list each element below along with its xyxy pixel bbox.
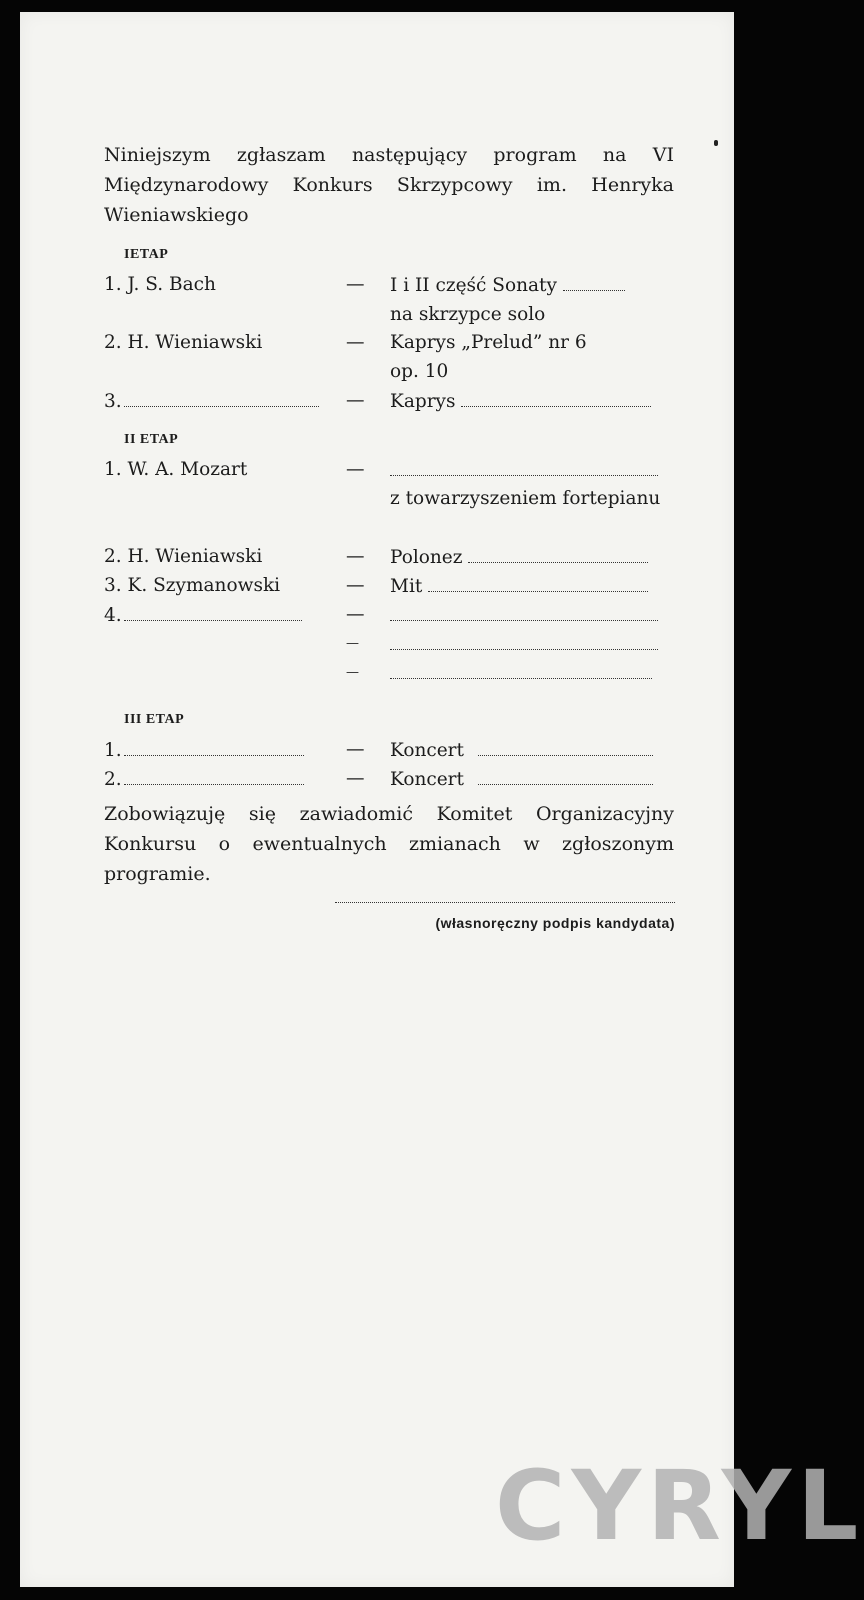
piece bbox=[390, 658, 674, 688]
dash: — bbox=[346, 636, 359, 651]
fill-in-blank[interactable] bbox=[478, 735, 653, 756]
piece-title: Kaprys „Prelud” nr 6 bbox=[390, 332, 587, 353]
stage-2-row-1 bbox=[104, 455, 674, 484]
composer bbox=[104, 386, 334, 416]
row-number: 3. bbox=[104, 391, 122, 412]
fill-in-blank[interactable] bbox=[390, 455, 658, 476]
piece-continuation: na skrzypce solo bbox=[390, 304, 546, 325]
composer bbox=[104, 600, 334, 630]
fill-in-blank[interactable] bbox=[124, 386, 319, 407]
piece-title: Koncert bbox=[390, 740, 464, 761]
piece bbox=[390, 386, 674, 416]
composer: 2. H. Wieniawski bbox=[104, 546, 263, 567]
stage-2-row-5 bbox=[104, 629, 674, 658]
fill-in-blank[interactable] bbox=[390, 629, 658, 650]
composer: 2. H. Wieniawski bbox=[104, 332, 263, 353]
stage-3-row-2 bbox=[104, 764, 674, 793]
row-number: 4. bbox=[104, 605, 122, 626]
piece-title: Polonez bbox=[390, 547, 463, 568]
dash: — bbox=[346, 274, 365, 295]
row-number: 1. bbox=[104, 740, 122, 761]
stage-2-row-3 bbox=[104, 571, 674, 600]
piece-title: I i II część Sonaty bbox=[390, 275, 557, 296]
signature-caption: (własnoręczny podpis kandydata) bbox=[435, 915, 675, 931]
fill-in-blank[interactable] bbox=[478, 764, 653, 785]
fill-in-blank[interactable] bbox=[124, 600, 302, 621]
dash: — bbox=[346, 575, 365, 596]
fill-in-blank[interactable] bbox=[428, 571, 648, 592]
piece bbox=[390, 270, 674, 329]
stage-3-title: III ETAP bbox=[124, 712, 185, 727]
composer bbox=[104, 735, 334, 765]
composer: 1. J. S. Bach bbox=[104, 274, 216, 295]
piece bbox=[390, 629, 674, 659]
piece-title: Kaprys bbox=[390, 391, 456, 412]
dash: — bbox=[346, 665, 359, 680]
dash: — bbox=[346, 768, 365, 789]
dash: — bbox=[346, 332, 365, 353]
stage-1-row-2 bbox=[104, 328, 674, 386]
document-page bbox=[20, 12, 864, 1587]
piece bbox=[390, 735, 674, 765]
cyryl-watermark-logo: CYRYL bbox=[495, 1450, 864, 1562]
dash: — bbox=[346, 604, 365, 625]
signature-line[interactable] bbox=[335, 902, 675, 903]
stage-2-row-1-continuation bbox=[104, 484, 674, 542]
fill-in-blank[interactable] bbox=[124, 735, 304, 756]
stage-2-row-2 bbox=[104, 542, 674, 571]
fill-in-blank[interactable] bbox=[563, 270, 625, 291]
piece bbox=[390, 455, 674, 485]
fill-in-blank[interactable] bbox=[124, 764, 304, 785]
dash: — bbox=[346, 459, 365, 480]
stage-2-row-6 bbox=[104, 658, 674, 687]
fill-in-blank[interactable] bbox=[468, 542, 648, 563]
piece-continuation: z towarzyszeniem fortepianu bbox=[390, 488, 661, 509]
closing-paragraph: Zobowiązuję się zawiadomić Komitet Organizacyjny Konkursu o ewentualnych zmianach w zgłoszonym programie. bbox=[104, 803, 674, 885]
row-number: 2. bbox=[104, 769, 122, 790]
form-content bbox=[104, 140, 674, 889]
piece bbox=[390, 542, 674, 572]
stage-3-row-1 bbox=[104, 735, 674, 764]
fill-in-blank[interactable] bbox=[461, 386, 651, 407]
stage-1-title: IETAP bbox=[124, 247, 169, 262]
intro-paragraph: Niniejszym zgłaszam następujący program na VI Międzynarodowy Konkurs Skrzypcowy im. Henryka Wieniawskiego bbox=[104, 144, 674, 226]
composer: 3. K. Szymanowski bbox=[104, 575, 281, 596]
stage-1-row-1 bbox=[104, 270, 674, 328]
dash: — bbox=[346, 546, 365, 567]
piece bbox=[390, 571, 674, 601]
dash: — bbox=[346, 739, 365, 760]
fill-in-blank[interactable] bbox=[390, 658, 652, 679]
dash: — bbox=[346, 390, 365, 411]
piece bbox=[390, 764, 674, 794]
composer bbox=[104, 764, 334, 794]
composer: 1. W. A. Mozart bbox=[104, 459, 248, 480]
stage-2-row-4 bbox=[104, 600, 674, 629]
piece-title: Mit bbox=[390, 576, 423, 597]
ink-speck bbox=[714, 140, 718, 146]
fill-in-blank[interactable] bbox=[390, 600, 658, 621]
piece-continuation: op. 10 bbox=[390, 361, 449, 382]
piece bbox=[390, 328, 674, 386]
piece bbox=[390, 600, 674, 630]
piece-title: Koncert bbox=[390, 769, 464, 790]
stage-1-row-3 bbox=[104, 386, 674, 415]
stage-2-title: II ETAP bbox=[124, 432, 179, 447]
